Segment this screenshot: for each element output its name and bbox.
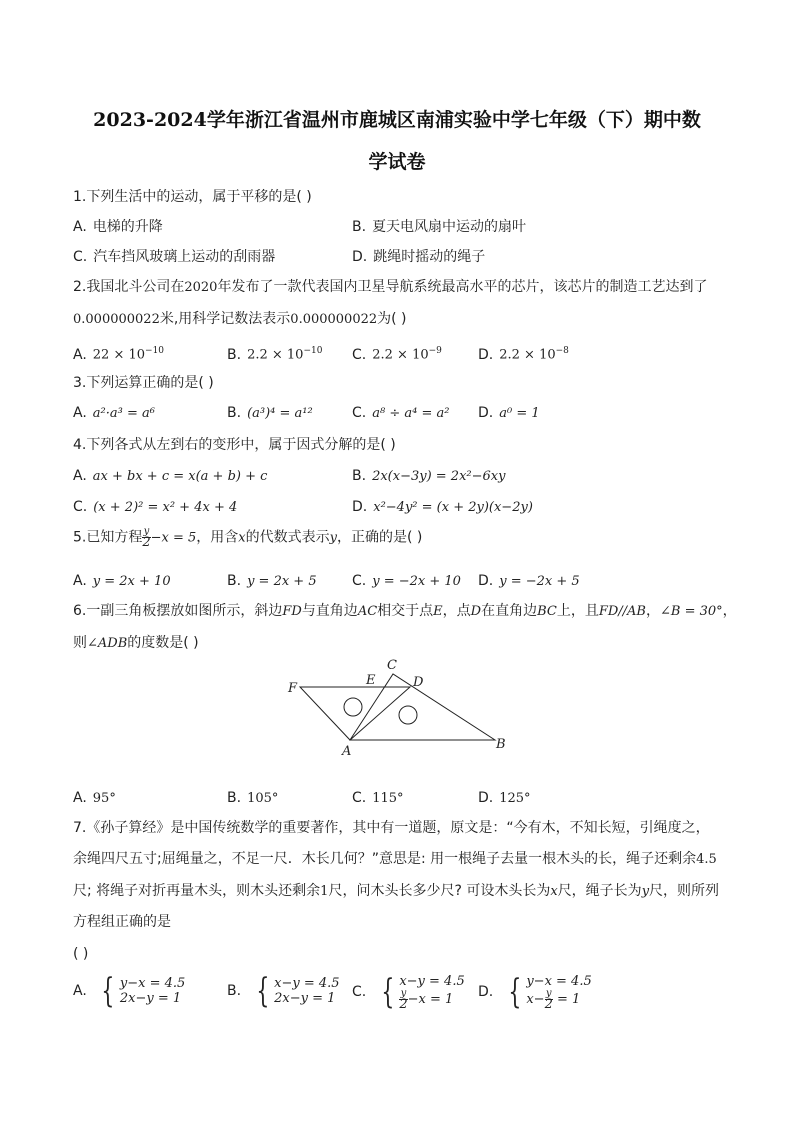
label-c: C [387, 658, 397, 673]
q4-option-c[interactable]: C. (x + 2)² = x² + 4x + 4 [73, 499, 238, 515]
q7-stem-line5: ( ) [73, 946, 89, 962]
q6-option-d[interactable]: D. 125° [478, 790, 531, 806]
exam-title-line2: 学试卷 [368, 151, 426, 173]
q3-option-c[interactable]: C. a⁸ ÷ a⁴ = a² [352, 405, 450, 421]
q6-triangle-figure [280, 652, 520, 762]
q1-option-a[interactable]: A. 电梯的升降 [73, 219, 163, 235]
q4-option-a[interactable]: A. ax + bx + c = x(a + b) + c [73, 468, 268, 484]
q3-option-a[interactable]: A. a²·a³ = a⁶ [73, 405, 155, 421]
triangle-hole-left [344, 698, 362, 716]
q5-stem: 5.已知方程 $\frac{y}{2}$ −x = 5，用含x的代数式表示y，正确的是( ) [73, 526, 423, 550]
q2-option-c[interactable]: C. $2.2 \times 10^{-9}$ [352, 346, 442, 363]
q5-option-d[interactable]: D. y = −2x + 5 [478, 573, 580, 589]
q7-option-b[interactable]: B. { x−y = 4.5 2x−y = 1 [227, 971, 340, 1011]
q1-option-c[interactable]: C. 汽车挡风玻璃上运动的刮雨器 [73, 249, 276, 265]
exam-title-line1: 2023-2024学年浙江省温州市鹿城区南浦实验中学七年级（下）期中数 [93, 109, 701, 131]
q7-option-c[interactable]: C. { x−y = 4.5 $\frac{y}{2}$ −x = 1 [352, 972, 465, 1012]
q7-stem-line3: 尺; 将绳子对折再量木头，则木头还剩余1尺，问木头长多少尺? 可设木头长为x尺，绳子长为y尺，则所列 [73, 883, 720, 899]
q6-stem-line2: 则∠ADB的度数是( ) [73, 635, 199, 651]
q5-option-c[interactable]: C. y = −2x + 10 [352, 573, 461, 589]
label-f: F [288, 681, 298, 696]
q5-option-b[interactable]: B. y = 2x + 5 [227, 573, 317, 589]
q5-fraction: $\frac{y}{2}$ [142, 526, 151, 550]
q6-option-a[interactable]: A. 95° [73, 790, 116, 806]
q4-stem: 4.下列各式从左到右的变形中，属于因式分解的是( ) [73, 437, 396, 453]
q2-option-b[interactable]: B. $2.2 \times 10^{-10}$ [227, 346, 323, 363]
q1-stem: 1.下列生活中的运动，属于平移的是( ) [73, 189, 312, 205]
q7-option-a[interactable]: A. { y−x = 4.5 2x−y = 1 [73, 971, 186, 1011]
q4-option-b[interactable]: B. 2x(x−3y) = 2x²−6xy [352, 468, 506, 484]
q4-option-d[interactable]: D. x²−4y² = (x + 2y)(x−2y) [352, 499, 533, 515]
label-b: B [496, 737, 506, 752]
q7-option-d[interactable]: D. { y−x = 4.5 x− $\frac{y}{2}$ = 1 [478, 972, 592, 1012]
q5-option-a[interactable]: A. y = 2x + 10 [73, 573, 171, 589]
q2-stem-line2: 0.000000022米,用科学记数法表示0.000000022为( ) [73, 311, 407, 327]
label-e: E [366, 673, 376, 688]
q2-option-a[interactable]: A. $22 \times 10^{-10}$ [73, 346, 165, 363]
q1-option-d[interactable]: D. 跳绳时摇动的绳子 [352, 249, 486, 265]
q3-option-d[interactable]: D. a⁰ = 1 [478, 405, 540, 421]
q6-stem-line1: 6.一副三角板摆放如图所示，斜边FD与直角边AC相交于点E，点D在直角边BC上，且FD//AB，∠B = 30°， [73, 603, 737, 619]
q3-option-b[interactable]: B. (a³)⁴ = a¹² [227, 405, 313, 421]
triangle-hole-right [399, 706, 417, 724]
q7-stem-line1: 7.《孙子算经》是中国传统数学的重要著作，其中有一道题，原文是：“今有木，不知长短，引绳度之， [73, 820, 710, 836]
q2-option-d[interactable]: D. $2.2 \times 10^{-8}$ [478, 346, 569, 363]
q6-option-c[interactable]: C. 115° [352, 790, 404, 806]
q7-stem-line4: 方程组正确的是 [73, 914, 171, 930]
q1-option-b[interactable]: B. 夏天电风扇中运动的扇叶 [352, 219, 527, 235]
q7-stem-line2: 余绳四尺五寸;屈绳量之，不足一尺．木长几何？”意思是: 用一根绳子去量一根木头的长，绳子还剩余4.5 [73, 851, 717, 867]
q6-option-b[interactable]: B. 105° [227, 790, 279, 806]
q2-stem-line1: 2.我国北斗公司在2020年发布了一款代表国内卫星导航系统最高水平的芯片，该芯片的制造工艺达到了 [73, 279, 708, 295]
label-d: D [413, 675, 424, 690]
label-a: A [342, 744, 352, 759]
q3-stem: 3.下列运算正确的是( ) [73, 375, 214, 391]
